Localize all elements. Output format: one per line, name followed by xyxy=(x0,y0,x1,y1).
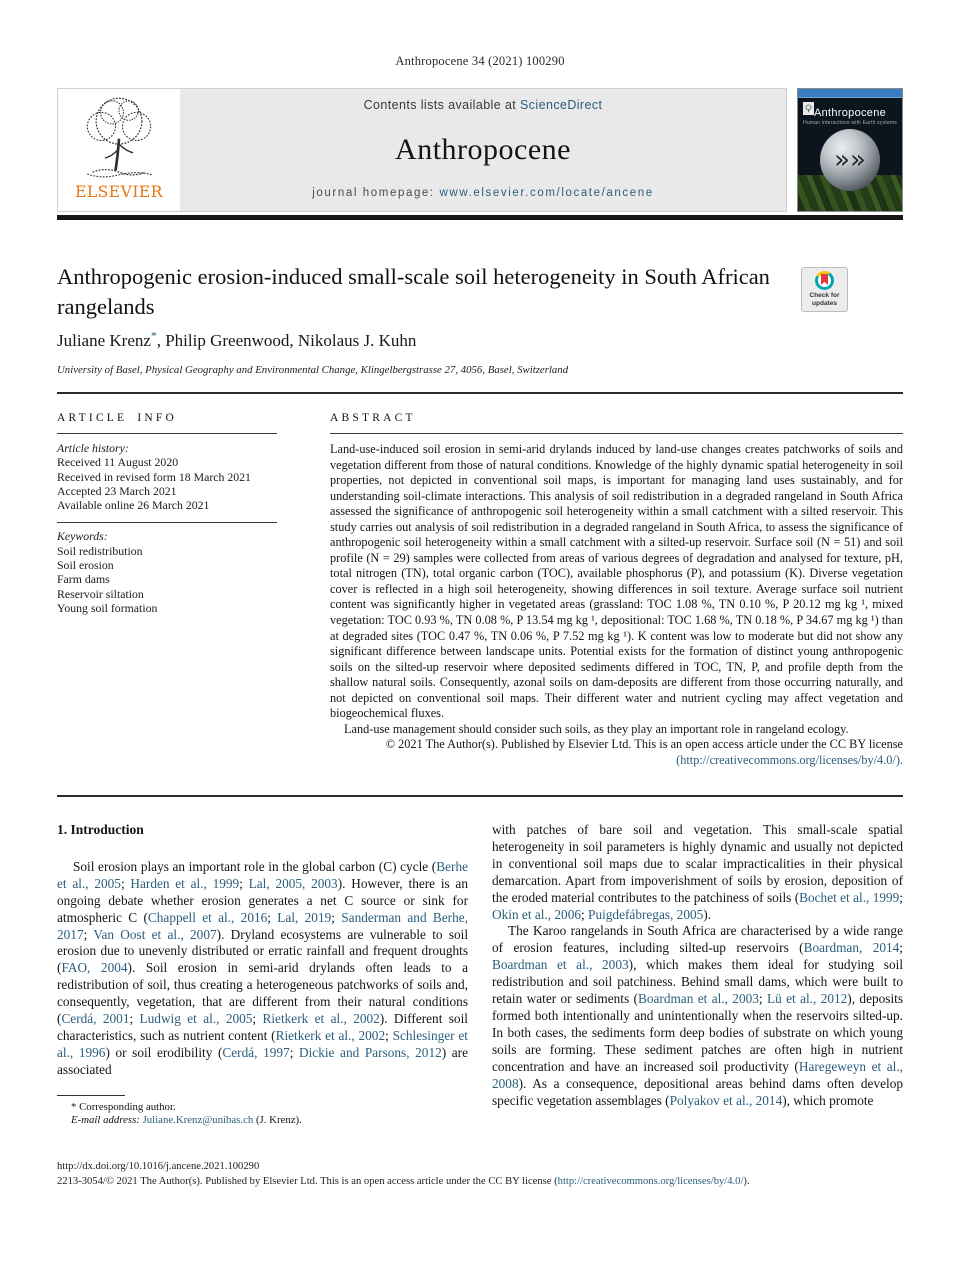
cover-journal-subtitle: Human interactions with Earth systems xyxy=(803,120,897,126)
abstract-column xyxy=(330,412,903,768)
footer-license-link[interactable]: http://creativecommons.org/licenses/by/4.0/ xyxy=(557,1175,744,1187)
head-rule xyxy=(57,392,903,394)
keyword-item: Soil erosion xyxy=(57,558,114,573)
check-badge-label: Check for updates xyxy=(809,292,840,307)
crossmark-icon xyxy=(815,271,834,290)
citation-link[interactable]: Harden et al., 1999 xyxy=(130,875,240,891)
keyword-item: Young soil formation xyxy=(57,600,158,615)
email-note: E-mail address: Juliane.Krenz@unibas.ch (J. Krenz). xyxy=(71,1114,302,1127)
author-line: Juliane Krenz*, Philip Greenwood, Nikolaus J. Kuhn xyxy=(57,329,417,350)
keyword-item: Reservoir siltation xyxy=(57,586,144,601)
elsevier-logo[interactable] xyxy=(58,89,180,211)
citation-link[interactable]: Rietkerk et al., 2002 xyxy=(262,1011,380,1027)
license-link[interactable]: (http://creativecommons.org/licenses/by/4.0/). xyxy=(676,752,903,767)
citation-link[interactable]: Sanderman and Berhe, 2017 xyxy=(57,909,468,942)
citation-link[interactable]: Bochet et al., 1999 xyxy=(799,889,900,905)
abstract-heading: ABSTRACT xyxy=(330,412,416,424)
cover-chevron-glyph: »» xyxy=(834,145,866,175)
body-paragraph: with patches of bare soil and vegetation. This small-scale spatial heterogeneity in soil parameters is highly dynamic and usually not depicted in conventional soil maps due to scalar impracticalities in their physical demarcation. Apart from impoverishment of soils by erosion, deposition of the eroded material contributes to the patchiness of soils (Bochet et al., 1999; Okin et al., 2006; Puigdefábregas, 2005). xyxy=(492,822,903,922)
journal-reference: Anthropocene 34 (2021) 100290 xyxy=(395,54,565,68)
contents-prefix: Contents lists available at xyxy=(363,98,521,112)
body-columns xyxy=(57,822,903,1128)
journal-cover-thumbnail[interactable] xyxy=(797,88,903,212)
citation-link[interactable]: Lal, 2019 xyxy=(277,909,332,925)
citation-link[interactable]: Van Oost et al., 2007 xyxy=(93,926,217,942)
abstract-paragraph: Land-use management should consider such soils, as they play an important role in rangeland ecology. xyxy=(344,721,849,736)
citation-link[interactable]: Lü et al., 2012 xyxy=(766,991,848,1007)
citation-link[interactable]: Okin et al., 2006 xyxy=(492,906,582,922)
banner-journal-name: Anthropocene xyxy=(395,132,571,166)
banner-divider-bar xyxy=(57,215,903,220)
check-for-updates-badge[interactable] xyxy=(801,267,848,312)
citation-link[interactable]: Lal, 2005, 2003 xyxy=(248,875,338,891)
abstract-rule xyxy=(330,433,903,434)
citation-link[interactable]: Haregeweyn et al., 2008 xyxy=(492,1058,903,1091)
right-column xyxy=(492,822,903,1128)
body-paragraph: The Karoo rangelands in South Africa are characterised by a wide range of erosion features, including silted-up reservoirs (Boardman, 2014; Boardman et al., 2003), which makes them ideal for studying soil redistribution and soil patchiness. Behind small dams, which were built to retain water or sediments (Boardman et al., 2003; Lü et al., 2012), deposits formed both intentionally and unintentionally when the reservoirs silted-up. In both cases, the sediments form deep bodies of substrate on which young soils are forming. These sediment patches are often high in nutrient concentration and have an increased soil productivity (Haregeweyn et al., 2008). As a consequence, depositional areas behind dams often develop specific vegetation assemblages (Polyakov et al., 2014), which promote xyxy=(492,923,904,1108)
citation-link[interactable]: Dickie and Parsons, 2012 xyxy=(299,1044,442,1060)
corresponding-author-note: * Corresponding author. xyxy=(71,1100,176,1113)
meta-row xyxy=(57,412,903,768)
citation-link[interactable]: Polyakov et al., 2014 xyxy=(669,1092,783,1108)
doi-link[interactable]: http://dx.doi.org/10.1016/j.ancene.2021.100290 xyxy=(57,1161,260,1172)
affiliation-line: University of Basel, Physical Geography and Environmental Change, Klingelbergstrasse 27, 4056, Basel, Switzerland xyxy=(57,364,569,376)
homepage-link[interactable]: www.elsevier.com/locate/ancene xyxy=(439,187,654,199)
elsevier-wordmark: ELSEVIER xyxy=(75,183,163,201)
keyword-item: Farm dams xyxy=(57,572,110,587)
footnote-block xyxy=(57,1095,468,1128)
keywords-divider-rule xyxy=(57,522,277,523)
elsevier-tree-icon xyxy=(73,93,165,181)
citation-link[interactable]: Cerdá, 1997 xyxy=(222,1044,290,1060)
citation-link[interactable]: FAO, 2004 xyxy=(61,960,128,976)
contents-line xyxy=(364,98,603,112)
article-info-heading: ARTICLE INFO xyxy=(57,412,177,424)
email-link[interactable]: Juliane.Krenz@unibas.ch xyxy=(142,1114,254,1127)
citation-link[interactable]: Boardman et al., 2003 xyxy=(492,957,629,973)
body-top-rule xyxy=(57,795,903,797)
page-footer xyxy=(57,1160,903,1189)
homepage-prefix: journal homepage: xyxy=(312,187,440,199)
journal-banner-row xyxy=(57,88,903,212)
cover-globe-art xyxy=(820,129,880,191)
section-heading: 1. Introduction xyxy=(57,822,144,837)
citation-link[interactable]: Boardman, 2014 xyxy=(803,940,900,956)
body-paragraph: Soil erosion plays an important role in the global carbon (C) cycle (Berhe et al., 2005; Harden et al., 1999; Lal, 2005, 2003). However, there is an ongoing debate whether erosion generates a net C source or sink for atmospheric C (Chappell et al., 2016; Lal, 2019; Sanderman and Berhe, 2017; Van Oost et al., 2007). Dryland ecosystems are vulnerable to soil erosion due to unevenly distributed or erratic rainfall and frequent droughts (FAO, 2004). Soil erosion in semi-arid drylands often leads to a redistribution of soil, thus creating a heterogeneous patchworks of soils and, consequently, vegetation, that are different from their natural conditions (Cerdá, 2001; Ludwig et al., 2005; Rietkerk et al., 2002). Different soil characteristics, such as nutrient content (Rietkerk et al., 2002; Schlesinger et al., 1996) or soil erodibility (Cerdá, 1997; Dickie and Parsons, 2012) are associated xyxy=(57,858,469,1077)
history-label: Article history: xyxy=(57,441,129,455)
citation-link[interactable]: Chappell et al., 2016 xyxy=(147,909,268,925)
keyword-item: Soil redistribution xyxy=(57,543,143,558)
article-info-rule xyxy=(57,433,277,434)
citation-link[interactable]: Boardman et al., 2003 xyxy=(637,991,759,1007)
keywords-label: Keywords: xyxy=(57,529,108,544)
citation-link[interactable]: * xyxy=(150,329,157,343)
homepage-line xyxy=(312,187,653,199)
cover-elsevier-mini-icon xyxy=(803,102,814,115)
history-item: Received 11 August 2020 xyxy=(57,455,179,470)
footnote-rule xyxy=(57,1095,125,1096)
abstract-paragraph: Land-use-induced soil erosion in semi-arid drylands induced by land-use changes creates patchworks of soils and vegetation different from those of natural conditions. Knowledge of the highly dynamic spatial heterogeneity in soil properties, not depicted in conventional soil maps, is important for managing land uses sustainably, and for understanding soil-climate interactions. This analysis of soil redistribution in a degraded rangeland in South Africa assessed the significance of anthropogenic soil heterogeneity within a small catchment with a silted reservoir. This study carries out analysis of soil redistribution in a degraded rangeland in South Africa, to assess the significance of anthropogenic soil heterogeneity within a small catchment with a silted-up reservoir. Surface soil (N = 51) and soil profile (N = 29) samples were collected from areas of various degrees of degradation and analysed for texture, pH, total nitrogen (TN), total organic carbon (TOC), available phosphorus (P), and potassium (K). Diverse vegetation cover is reflected in a high soil heterogeneity, showing differences in soil texture. Average surface soil nutrient content was significantly higher in vegetated areas (grassland: TOC 1.08 %, TN 0.10 %, P 20.12 mg kg ¹, mixed vegetation: TOC 0.93 %, TN 0.08 %, P 13.54 mg kg ¹, depositional: TOC 1.68 %, TN 0.18 %, P 34.67 mg kg ¹) than at degraded sites (TOC 0.47 %, TN 0.06 %, P 7.52 mg kg ¹). K content was low to moderate but did not show any significant difference between landscape units. Potential exists for the formation of distinct young anthropogenic soils on the silted-up reservoir where deposited sediments differed in TOC, TN, P, and profile depth from the shallow natural soils. Consequently, azonal soils on dam-deposits are different from those occurring naturally, and not depicted on conventional soil maps. Their different water and nutrient cycling may affect vegetation and biogeochemical fluxes. xyxy=(330,442,903,721)
abstract-copyright: © 2021 The Author(s). Published by Elsevier Ltd. This is an open access article under the CC BY license (http://creativecommons.org/licenses/by/4.0/). xyxy=(385,737,903,767)
history-item: Accepted 23 March 2021 xyxy=(57,483,177,498)
citation-link[interactable]: Puigdefábregas, 2005 xyxy=(588,906,704,922)
citation-link[interactable]: Schlesinger et al., 1996 xyxy=(57,1027,468,1060)
history-item: Available online 26 March 2021 xyxy=(57,498,210,513)
left-column xyxy=(57,822,468,1128)
citation-link[interactable]: Cerdá, 2001 xyxy=(61,1011,130,1027)
history-item: Received in revised form 18 March 2021 xyxy=(57,469,251,484)
sciencedirect-link[interactable]: ScienceDirect xyxy=(520,98,603,112)
cover-top-bar xyxy=(798,89,902,98)
issn-copyright-line: 2213-3054/© 2021 The Author(s). Published by Elsevier Ltd. This is an open access article under the CC BY license (http://creativecommons.org/licenses/by/4.0/). xyxy=(57,1175,750,1187)
cover-journal-title: Anthropocene xyxy=(813,107,887,119)
article-info-column xyxy=(57,412,330,768)
article-title: Anthropogenic erosion-induced small-scale soil heterogeneity in South African rangelands xyxy=(57,264,770,319)
citation-link[interactable]: Rietkerk et al., 2002 xyxy=(275,1027,386,1043)
banner-center xyxy=(180,89,786,211)
journal-banner xyxy=(57,88,787,212)
citation-link[interactable]: Ludwig et al., 2005 xyxy=(139,1011,253,1027)
citation-link[interactable]: Berhe et al., 2005 xyxy=(57,858,468,891)
